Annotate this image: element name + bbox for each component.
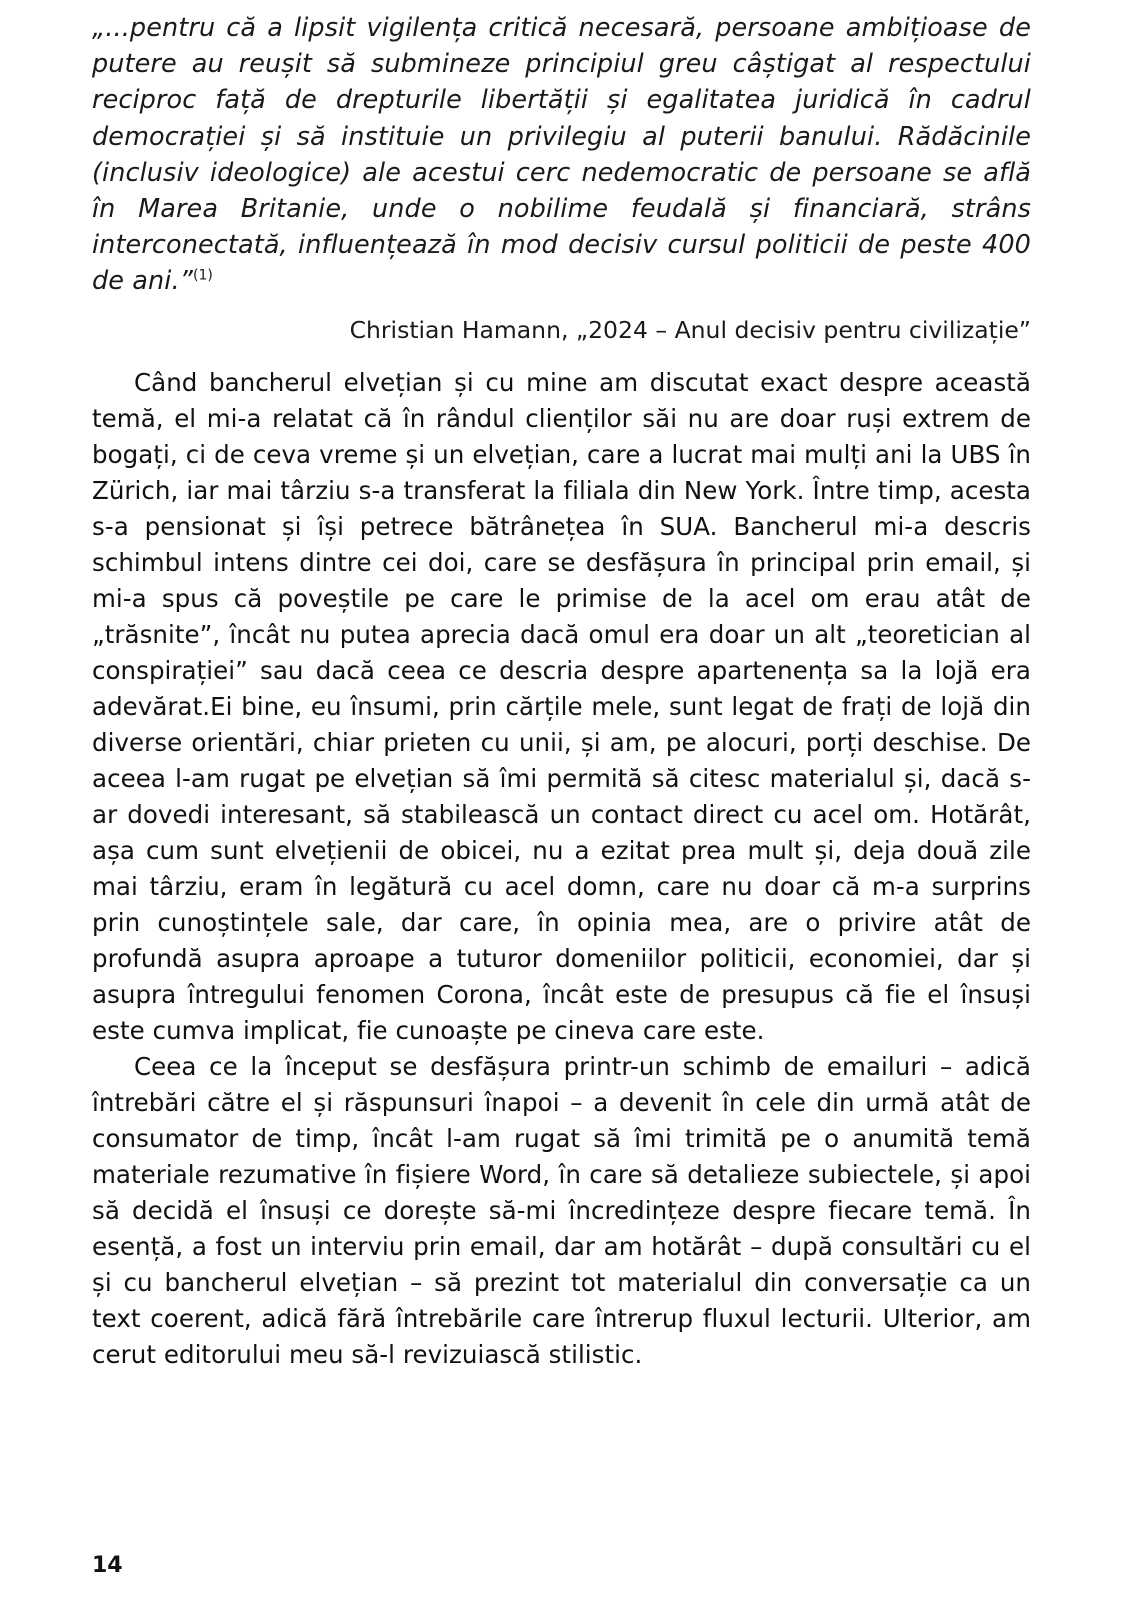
page-number: 14 [92,1553,123,1578]
footnote-reference: (1) [192,267,213,284]
epigraph-quote [92,10,1031,300]
epigraph-text: „...pentru că a lipsit vigilența critică necesară, persoane ambițioase de putere au reușit să submineze principiul greu câștigat al respectului reciproc față de drepturile libertății și egalitatea juridică în cadrul democrației și să instituie un privilegiu al puterii banului. Rădăcinile (inclusiv ideologice) ale acestui cerc nedemocratic de persoane se află în Marea Britanie, unde o nobilime feudală și financiară, strâns interconectată, influențează în mod decisiv cursul politicii de peste 400 de ani.” [92,13,1031,297]
quote-attribution: Christian Hamann, „2024 – Anul decisiv pentru civilizație” [349,315,1031,344]
paragraph-2: Ceea ce la început se desfășura printr-un schimb de emailuri – adică întrebări către el și răspunsuri înapoi – a devenit în cele din urmă atât de consumator de timp, încât l-am rugat să îmi trimită pe o anumită temă materiale rezumative în fișiere Word, în care să detalieze subiectele, și apoi să decidă el însuși ce dorește să-mi încredințeze despre fiecare temă. În esență, a fost un interviu prin email, dar am hotărât – după consultări cu el și cu bancherul elvețian – să prezint tot materialul din conversație ca un text coerent, adică fără întrebările care întrerup fluxul lecturii. Ulterior, am cerut editorului meu să-l revizuiască stilistic. [92,1051,1031,1369]
paragraph-1: Când bancherul elvețian și cu mine am discutat exact despre această temă, el mi-a relatat că în rândul clienților săi nu are doar ruși extrem de bogați, ci de ceva vreme și un elvețian, care a lucrat mai mulți ani la UBS în Zürich, iar mai târziu s-a transferat la filiala din New York. Între timp, acesta s-a pensionat și își petrece bătrânețea în SUA. Bancherul mi-a descris schimbul intens dintre cei doi, care se desfășura în principal prin email, și mi-a spus că poveștile pe care le primise de la acel om erau atât de „trăsnite”, încât nu putea aprecia dacă omul era doar un alt „teoretician al conspirației” sau dacă ceea ce descria despre apartenența sa la lojă era adevărat.Ei bine, eu însumi, prin cărțile mele, sunt legat de frați de lojă din diverse orientări, chiar prieten cu unii, și am, pe alocuri, porți deschise. De aceea l-am rugat pe elvețian să îmi permită să citesc materialul și, dacă s-ar dovedi interesant, să stabilească un contact direct cu acel om. Hotărât, așa cum sunt elvețienii de obicei, nu a ezitat prea mult și, deja două zile mai târziu, eram în legătură cu acel domn, care nu doar că m-a surprins prin cunoștințele sale, dar care, în opinia mea, are o privire atât de profundă asupra aproape a tuturor domeniilor politicii, economiei, dar și asupra întregului fenomen Corona, încât este de presupus că fie el însuși este cumva implicat, fie cunoaște pe cineva care este. [92,367,1031,1045]
